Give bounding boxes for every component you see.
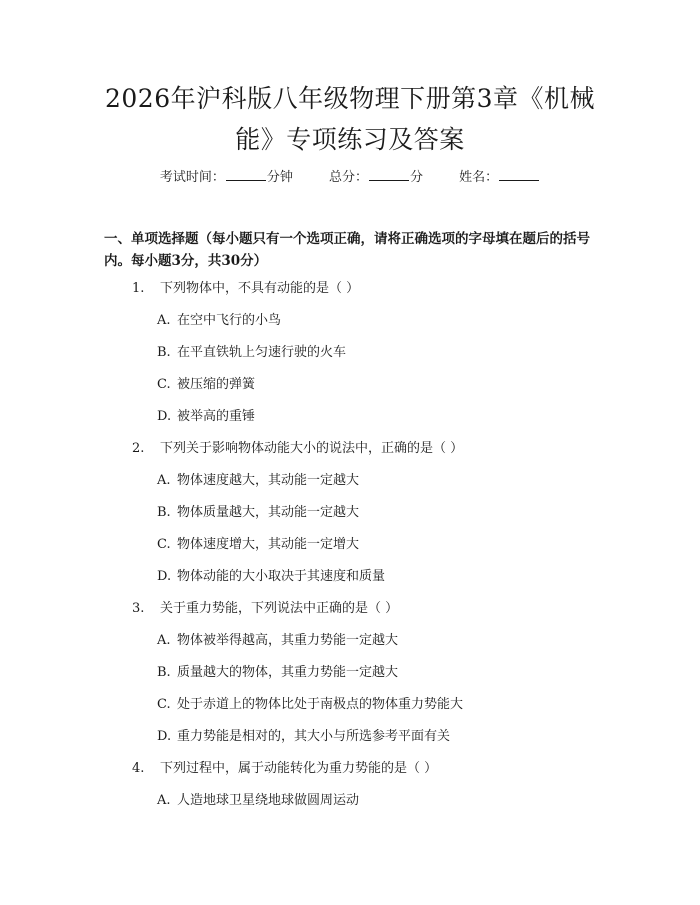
option-text: 在空中飞行的小鸟 bbox=[177, 313, 282, 328]
option-1a bbox=[157, 311, 281, 331]
option-letter: C. bbox=[157, 697, 171, 712]
option-letter: C. bbox=[157, 377, 171, 392]
question-text: 下列过程中，属于动能转化为重力势能的是（ ） bbox=[160, 761, 438, 776]
exam-time-field bbox=[160, 168, 293, 188]
option-1d bbox=[157, 407, 255, 427]
option-3c bbox=[157, 695, 463, 715]
option-letter: A. bbox=[157, 633, 171, 648]
option-2c bbox=[157, 535, 359, 555]
total-score-blank bbox=[369, 168, 409, 181]
document-title bbox=[80, 78, 620, 160]
option-text: 被压缩的弹簧 bbox=[177, 377, 256, 392]
exam-time-label: 考试时间： bbox=[159, 170, 225, 185]
student-name-blank bbox=[499, 168, 539, 181]
question-1 bbox=[132, 279, 359, 299]
question-4 bbox=[132, 759, 437, 779]
option-letter: B. bbox=[157, 505, 171, 520]
total-score-label: 总分： bbox=[328, 170, 368, 185]
option-letter: D. bbox=[157, 569, 172, 584]
option-3b bbox=[157, 663, 398, 683]
option-3a bbox=[157, 631, 398, 651]
option-text: 在平直铁轨上匀速行驶的火车 bbox=[177, 345, 347, 360]
student-name-label: 姓名： bbox=[459, 170, 499, 185]
total-score-field bbox=[329, 168, 423, 188]
question-number: 4. bbox=[132, 761, 145, 776]
option-2a bbox=[157, 471, 359, 491]
question-3 bbox=[132, 599, 398, 619]
option-text: 重力势能是相对的，其大小与所选参考平面有关 bbox=[177, 729, 451, 744]
section-heading: 一、单项选择题（每小题只有一个选项正确，请将正确选项的字母填在题后的括号内。每小题3分，共30分） bbox=[104, 231, 590, 269]
option-text: 物体质量越大，其动能一定越大 bbox=[177, 505, 360, 520]
option-text: 物体被举得越高，其重力势能一定越大 bbox=[177, 633, 399, 648]
option-letter: C. bbox=[157, 537, 171, 552]
option-3d bbox=[157, 727, 450, 747]
option-text: 被举高的重锤 bbox=[177, 409, 256, 424]
question-text: 关于重力势能，下列说法中正确的是（ ） bbox=[160, 601, 399, 616]
option-letter: B. bbox=[157, 665, 171, 680]
question-number: 3. bbox=[132, 601, 145, 616]
exam-time-blank bbox=[226, 168, 266, 181]
title-line-1: 2026年沪科版八年级物理下册第3章《机械 bbox=[104, 84, 596, 113]
question-number: 1. bbox=[132, 281, 145, 296]
option-text: 物体速度越大，其动能一定越大 bbox=[177, 473, 360, 488]
option-2d bbox=[157, 567, 385, 587]
option-text: 物体速度增大，其动能一定增大 bbox=[177, 537, 360, 552]
option-text: 质量越大的物体，其重力势能一定越大 bbox=[177, 665, 399, 680]
option-text: 处于赤道上的物体比处于南极点的物体重力势能大 bbox=[177, 697, 464, 712]
option-4a bbox=[157, 791, 359, 811]
option-letter: B. bbox=[157, 345, 171, 360]
question-2 bbox=[132, 439, 463, 459]
exam-info-row bbox=[0, 168, 700, 188]
option-1b bbox=[157, 343, 346, 363]
question-text: 下列物体中，不具有动能的是（ ） bbox=[160, 281, 360, 296]
student-name-field bbox=[459, 168, 540, 188]
question-number: 2. bbox=[132, 441, 145, 456]
option-letter: A. bbox=[157, 793, 171, 808]
total-score-unit: 分 bbox=[410, 170, 424, 185]
title-line-2: 能》专项练习及答案 bbox=[235, 125, 465, 154]
option-2b bbox=[157, 503, 359, 523]
option-text: 人造地球卫星绕地球做圆周运动 bbox=[177, 793, 360, 808]
exam-time-unit: 分钟 bbox=[266, 170, 293, 185]
option-letter: D. bbox=[157, 409, 172, 424]
option-text: 物体动能的大小取决于其速度和质量 bbox=[177, 569, 386, 584]
option-letter: A. bbox=[157, 313, 171, 328]
option-1c bbox=[157, 375, 255, 395]
option-letter: D. bbox=[157, 729, 172, 744]
option-letter: A. bbox=[157, 473, 171, 488]
question-text: 下列关于影响物体动能大小的说法中，正确的是（ ） bbox=[160, 441, 464, 456]
